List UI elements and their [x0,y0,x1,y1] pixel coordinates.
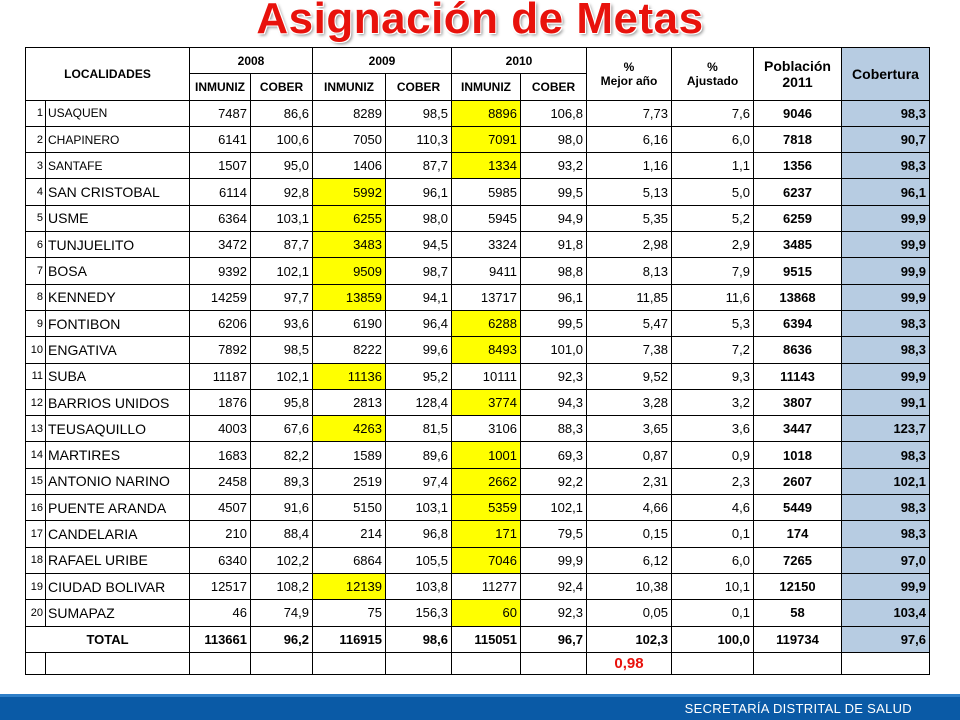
inmuniz-2009: 13859 [313,284,386,310]
mejor-ano: 3,65 [587,416,672,442]
extra-row [26,652,930,674]
inmuniz-2010: 8896 [452,100,521,126]
ajustado: 7,6 [672,100,754,126]
ajustado: 0,9 [672,442,754,468]
inmuniz-2008: 12517 [190,573,251,599]
row-localidad: ANTONIO NARINO [46,468,190,494]
inmuniz-2009: 5992 [313,179,386,205]
inmuniz-2008: 6206 [190,310,251,336]
ajustado: 6,0 [672,547,754,573]
cober-2009: 81,5 [386,416,452,442]
cobertura: 98,3 [842,495,930,521]
metas-table [25,47,930,675]
cober-2010: 99,9 [521,547,587,573]
cober-2008: 103,1 [251,205,313,231]
row-index: 1 [26,100,46,126]
inmuniz-2009: 9509 [313,258,386,284]
mejor-ano: 4,66 [587,495,672,521]
inmuniz-2010: 9411 [452,258,521,284]
cober-2010: 96,1 [521,284,587,310]
mejor-ano: 6,12 [587,547,672,573]
inmuniz-2010: 13717 [452,284,521,310]
cober-2010: 92,2 [521,468,587,494]
row-localidad: SAN CRISTOBAL [46,179,190,205]
total-cober-2008: 96,2 [251,626,313,652]
inmuniz-2008: 1876 [190,389,251,415]
inmuniz-2009: 12139 [313,573,386,599]
mejor-ano: 5,47 [587,310,672,336]
cobertura: 99,9 [842,284,930,310]
ajustado: 5,0 [672,179,754,205]
row-index: 3 [26,153,46,179]
cobertura: 90,7 [842,126,930,152]
cobertura: 99,9 [842,573,930,599]
inmuniz-2008: 1507 [190,153,251,179]
poblacion-2011: 2607 [754,468,842,494]
header-cober-2008: COBER [251,74,313,100]
inmuniz-2009: 6864 [313,547,386,573]
inmuniz-2008: 6364 [190,205,251,231]
table-row [26,232,930,258]
inmuniz-2010: 11277 [452,573,521,599]
cober-2009: 87,7 [386,153,452,179]
page-title: Asignación de Metas [256,0,704,43]
mejor-ano: 3,28 [587,389,672,415]
cobertura: 98,3 [842,442,930,468]
row-index: 20 [26,600,46,626]
cobertura: 97,0 [842,547,930,573]
inmuniz-2010: 5359 [452,495,521,521]
total-mejor-ano: 102,3 [587,626,672,652]
ajustado: 0,1 [672,521,754,547]
poblacion-2011: 3447 [754,416,842,442]
row-index: 18 [26,547,46,573]
inmuniz-2009: 8289 [313,100,386,126]
poblacion-2011: 12150 [754,573,842,599]
poblacion-2011: 9046 [754,100,842,126]
cober-2009: 96,1 [386,179,452,205]
poblacion-2011: 11143 [754,363,842,389]
row-index: 8 [26,284,46,310]
table-row [26,573,930,599]
cober-2010: 98,8 [521,258,587,284]
cober-2010: 93,2 [521,153,587,179]
cober-2009: 99,6 [386,337,452,363]
inmuniz-2010: 7046 [452,547,521,573]
cober-2008: 86,6 [251,100,313,126]
header-inmuniz-2010: INMUNIZ [452,74,521,100]
cober-2010: 94,9 [521,205,587,231]
table-row [26,363,930,389]
inmuniz-2010: 2662 [452,468,521,494]
cober-2010: 69,3 [521,442,587,468]
cobertura: 102,1 [842,468,930,494]
header-year-2010: 2010 [452,48,587,74]
inmuniz-2009: 4263 [313,416,386,442]
header-mejor-ano: % Mejor año [587,48,672,101]
row-index: 15 [26,468,46,494]
poblacion-2011: 1356 [754,153,842,179]
row-index: 6 [26,232,46,258]
cober-2008: 82,2 [251,442,313,468]
total-cober-2010: 96,7 [521,626,587,652]
poblacion-2011: 174 [754,521,842,547]
row-localidad: TEUSAQUILLO [46,416,190,442]
cober-2009: 98,0 [386,205,452,231]
row-localidad: MARTIRES [46,442,190,468]
ajustado: 9,3 [672,363,754,389]
table-row [26,205,930,231]
ajustado: 7,9 [672,258,754,284]
row-index: 4 [26,179,46,205]
cobertura: 98,3 [842,100,930,126]
row-localidad: SANTAFE [46,153,190,179]
mejor-ano: 2,98 [587,232,672,258]
cober-2008: 108,2 [251,573,313,599]
poblacion-2011: 3807 [754,389,842,415]
inmuniz-2008: 6114 [190,179,251,205]
cober-2009: 156,3 [386,600,452,626]
table-row [26,126,930,152]
cober-2010: 92,3 [521,600,587,626]
cober-2008: 92,8 [251,179,313,205]
cobertura: 123,7 [842,416,930,442]
cober-2008: 95,8 [251,389,313,415]
mejor-ano: 0,15 [587,521,672,547]
total-poblacion: 119734 [754,626,842,652]
cober-2008: 89,3 [251,468,313,494]
poblacion-2011: 6237 [754,179,842,205]
row-index: 9 [26,310,46,336]
header-year-2008: 2008 [190,48,313,74]
cober-2009: 110,3 [386,126,452,152]
inmuniz-2010: 5985 [452,179,521,205]
cobertura: 98,3 [842,521,930,547]
cober-2009: 94,5 [386,232,452,258]
row-index: 12 [26,389,46,415]
mejor-ano: 1,16 [587,153,672,179]
poblacion-2011: 5449 [754,495,842,521]
inmuniz-2008: 4507 [190,495,251,521]
cober-2010: 79,5 [521,521,587,547]
table-row [26,600,930,626]
cober-2008: 95,0 [251,153,313,179]
inmuniz-2008: 7892 [190,337,251,363]
ajustado: 5,2 [672,205,754,231]
row-index: 7 [26,258,46,284]
row-localidad: ENGATIVA [46,337,190,363]
inmuniz-2009: 3483 [313,232,386,258]
cober-2009: 89,6 [386,442,452,468]
inmuniz-2010: 7091 [452,126,521,152]
cober-2008: 67,6 [251,416,313,442]
mejor-ano: 8,13 [587,258,672,284]
cobertura: 96,1 [842,179,930,205]
mejor-ano: 10,38 [587,573,672,599]
table-row [26,153,930,179]
inmuniz-2010: 6288 [452,310,521,336]
row-localidad: SUMAPAZ [46,600,190,626]
inmuniz-2010: 1001 [452,442,521,468]
row-index: 5 [26,205,46,231]
cober-2010: 98,0 [521,126,587,152]
cobertura: 99,9 [842,205,930,231]
cober-2010: 92,3 [521,363,587,389]
mejor-ano: 9,52 [587,363,672,389]
total-cober-2009: 98,6 [386,626,452,652]
ajustado: 1,1 [672,153,754,179]
row-index: 17 [26,521,46,547]
total-cobertura: 97,6 [842,626,930,652]
mejor-ano: 0,87 [587,442,672,468]
cober-2008: 102,1 [251,363,313,389]
cober-2009: 95,2 [386,363,452,389]
poblacion-2011: 7818 [754,126,842,152]
row-localidad: BARRIOS UNIDOS [46,389,190,415]
inmuniz-2009: 5150 [313,495,386,521]
inmuniz-2010: 3106 [452,416,521,442]
mejor-ano: 11,85 [587,284,672,310]
table-body [26,100,930,626]
header-poblacion: Población 2011 [754,48,842,101]
cober-2009: 97,4 [386,468,452,494]
poblacion-2011: 58 [754,600,842,626]
cober-2009: 128,4 [386,389,452,415]
mejor-ano: 2,31 [587,468,672,494]
inmuniz-2008: 2458 [190,468,251,494]
row-localidad: FONTIBON [46,310,190,336]
poblacion-2011: 8636 [754,337,842,363]
inmuniz-2009: 75 [313,600,386,626]
cober-2009: 96,4 [386,310,452,336]
inmuniz-2010: 8493 [452,337,521,363]
inmuniz-2008: 11187 [190,363,251,389]
table-row [26,258,930,284]
inmuniz-2010: 3324 [452,232,521,258]
inmuniz-2008: 46 [190,600,251,626]
inmuniz-2010: 5945 [452,205,521,231]
cober-2008: 91,6 [251,495,313,521]
row-localidad: RAFAEL URIBE [46,547,190,573]
inmuniz-2009: 6190 [313,310,386,336]
inmuniz-2009: 7050 [313,126,386,152]
mejor-ano: 5,35 [587,205,672,231]
row-localidad: CANDELARIA [46,521,190,547]
row-localidad: KENNEDY [46,284,190,310]
ajustado: 0,1 [672,600,754,626]
inmuniz-2008: 3472 [190,232,251,258]
header-ajustado: % Ajustado [672,48,754,101]
inmuniz-2008: 6340 [190,547,251,573]
cober-2009: 98,7 [386,258,452,284]
header-localidades: LOCALIDADES [26,48,190,101]
total-ajustado: 100,0 [672,626,754,652]
inmuniz-2009: 6255 [313,205,386,231]
extra-ratio-value: 0,98 [587,652,672,674]
ajustado: 4,6 [672,495,754,521]
row-localidad: SUBA [46,363,190,389]
cober-2008: 102,2 [251,547,313,573]
table-row [26,442,930,468]
inmuniz-2009: 1406 [313,153,386,179]
cober-2010: 99,5 [521,310,587,336]
poblacion-2011: 6259 [754,205,842,231]
cober-2010: 91,8 [521,232,587,258]
ajustado: 2,9 [672,232,754,258]
header-cobertura: Cobertura [842,48,930,101]
poblacion-2011: 9515 [754,258,842,284]
cober-2008: 100,6 [251,126,313,152]
footer-label: SECRETARÍA DISTRITAL DE SALUD [684,701,912,716]
cober-2009: 94,1 [386,284,452,310]
inmuniz-2010: 10111 [452,363,521,389]
total-inmuniz-2010: 115051 [452,626,521,652]
ajustado: 3,2 [672,389,754,415]
cober-2008: 93,6 [251,310,313,336]
table-row [26,468,930,494]
poblacion-2011: 13868 [754,284,842,310]
row-index: 14 [26,442,46,468]
cober-2010: 94,3 [521,389,587,415]
table-row [26,495,930,521]
cober-2009: 103,1 [386,495,452,521]
cober-2010: 92,4 [521,573,587,599]
inmuniz-2008: 1683 [190,442,251,468]
ajustado: 11,6 [672,284,754,310]
total-label: TOTAL [26,626,190,652]
cobertura: 103,4 [842,600,930,626]
table-row [26,284,930,310]
table-row [26,521,930,547]
ajustado: 3,6 [672,416,754,442]
cober-2010: 102,1 [521,495,587,521]
row-localidad: USAQUEN [46,100,190,126]
poblacion-2011: 7265 [754,547,842,573]
total-inmuniz-2008: 113661 [190,626,251,652]
cober-2009: 96,8 [386,521,452,547]
poblacion-2011: 1018 [754,442,842,468]
header-year-2009: 2009 [313,48,452,74]
row-localidad: USME [46,205,190,231]
inmuniz-2009: 2813 [313,389,386,415]
header-cober-2010: COBER [521,74,587,100]
inmuniz-2009: 8222 [313,337,386,363]
cobertura: 99,9 [842,258,930,284]
ajustado: 10,1 [672,573,754,599]
inmuniz-2008: 4003 [190,416,251,442]
cobertura: 98,3 [842,337,930,363]
row-index: 13 [26,416,46,442]
cober-2009: 98,5 [386,100,452,126]
header-inmuniz-2009: INMUNIZ [313,74,386,100]
inmuniz-2008: 210 [190,521,251,547]
poblacion-2011: 3485 [754,232,842,258]
cober-2009: 105,5 [386,547,452,573]
cober-2008: 102,1 [251,258,313,284]
footer-bar [0,694,960,720]
table-row [26,337,930,363]
cober-2010: 99,5 [521,179,587,205]
row-index: 2 [26,126,46,152]
mejor-ano: 7,73 [587,100,672,126]
table-row [26,547,930,573]
inmuniz-2008: 14259 [190,284,251,310]
mejor-ano: 5,13 [587,179,672,205]
cobertura: 99,1 [842,389,930,415]
inmuniz-2010: 3774 [452,389,521,415]
row-index: 16 [26,495,46,521]
table-row [26,416,930,442]
cober-2010: 106,8 [521,100,587,126]
cobertura: 98,3 [842,153,930,179]
inmuniz-2010: 1334 [452,153,521,179]
cober-2008: 87,7 [251,232,313,258]
cobertura: 99,9 [842,232,930,258]
row-localidad: TUNJUELITO [46,232,190,258]
table-row [26,100,930,126]
row-localidad: PUENTE ARANDA [46,495,190,521]
cobertura: 98,3 [842,310,930,336]
ajustado: 2,3 [672,468,754,494]
table-row [26,389,930,415]
row-index: 11 [26,363,46,389]
cober-2008: 97,7 [251,284,313,310]
mejor-ano: 0,05 [587,600,672,626]
cober-2009: 103,8 [386,573,452,599]
cober-2008: 74,9 [251,600,313,626]
header-inmuniz-2008: INMUNIZ [190,74,251,100]
cober-2008: 88,4 [251,521,313,547]
table-row [26,179,930,205]
cober-2010: 88,3 [521,416,587,442]
header-cober-2009: COBER [386,74,452,100]
inmuniz-2010: 171 [452,521,521,547]
poblacion-2011: 6394 [754,310,842,336]
mejor-ano: 6,16 [587,126,672,152]
row-localidad: BOSA [46,258,190,284]
table-row [26,310,930,336]
inmuniz-2008: 6141 [190,126,251,152]
inmuniz-2008: 7487 [190,100,251,126]
total-row [26,626,930,652]
ajustado: 5,3 [672,310,754,336]
inmuniz-2009: 214 [313,521,386,547]
inmuniz-2010: 60 [452,600,521,626]
inmuniz-2009: 1589 [313,442,386,468]
cober-2010: 101,0 [521,337,587,363]
row-index: 19 [26,573,46,599]
mejor-ano: 7,38 [587,337,672,363]
cobertura: 99,9 [842,363,930,389]
total-inmuniz-2009: 116915 [313,626,386,652]
inmuniz-2008: 9392 [190,258,251,284]
inmuniz-2009: 11136 [313,363,386,389]
row-index: 10 [26,337,46,363]
inmuniz-2009: 2519 [313,468,386,494]
row-localidad: CHAPINERO [46,126,190,152]
cober-2008: 98,5 [251,337,313,363]
ajustado: 6,0 [672,126,754,152]
row-localidad: CIUDAD BOLIVAR [46,573,190,599]
ajustado: 7,2 [672,337,754,363]
